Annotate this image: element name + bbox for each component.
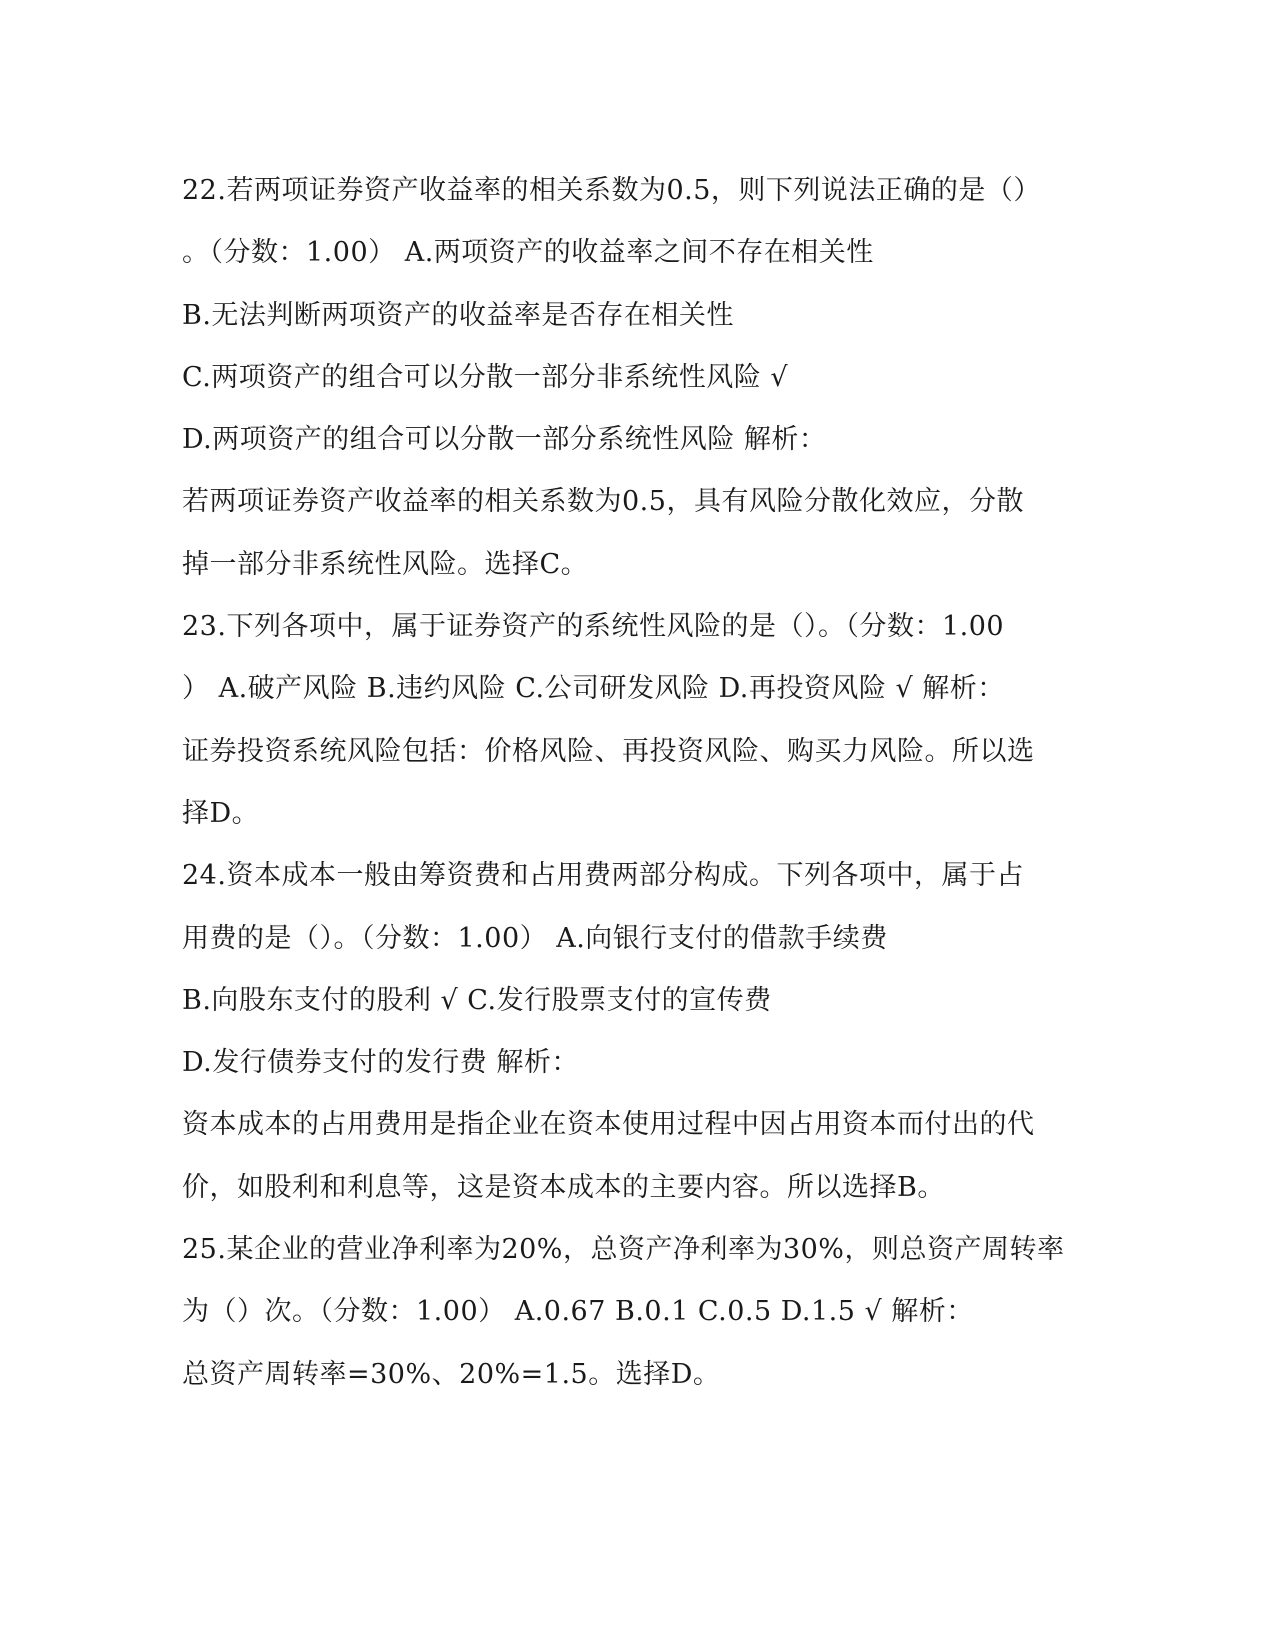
question-text-block (182, 160, 1082, 1406)
text-line: 总资产周转率=30%、20%=1.5。选择D。 (182, 1358, 721, 1390)
text-line: 择D。 (182, 797, 260, 829)
text-line: 25.某企业的营业净利率为20%，总资产净利率为30%，则总资产周转率 (182, 1234, 1065, 1266)
text-line: 22.若两项证券资产收益率的相关系数为0.5，则下列说法正确的是（） (182, 175, 1041, 206)
text-line: 价，如股利和利息等，这是资本成本的主要内容。所以选择B。 (182, 1171, 945, 1203)
text-line: 用费的是（）。（分数：1.00） A.向银行支付的借款手续费 (182, 922, 888, 954)
text-line: D.两项资产的组合可以分散一部分系统性风险 解析： (182, 424, 827, 456)
text-line: 23.下列各项中，属于证券资产的系统性风险的是（）。（分数：1.00 (182, 611, 1005, 643)
text-line: C.两项资产的组合可以分散一部分非系统性风险 √ (182, 361, 789, 393)
text-line: B.无法判断两项资产的收益率是否存在相关性 (182, 299, 734, 331)
text-line: 。（分数：1.00） A.两项资产的收益率之间不存在相关性 (182, 237, 874, 269)
text-line: B.向股东支付的股利 √ C.发行股票支付的宣传费 (182, 984, 772, 1016)
text-line: 为（）次。（分数：1.00） A.0.67 B.0.1 C.0.5 D.1.5 √ 解析： (182, 1296, 974, 1328)
text-line: 资本成本的占用费用是指企业在资本使用过程中因占用资本而付出的代 (182, 1109, 1035, 1141)
text-line: 证券投资系统风险包括：价格风险、再投资风险、购买力风险。所以选 (182, 735, 1035, 767)
text-line: D.发行债券支付的发行费 解析： (182, 1047, 579, 1079)
text-line: 若两项证券资产收益率的相关系数为0.5，具有风险分散化效应，分散 (182, 486, 1024, 518)
text-line: ） A.破产风险 B.违约风险 C.公司研发风险 D.再投资风险 √ 解析： (182, 673, 1005, 705)
text-line: 24.资本成本一般由筹资费和占用费两部分构成。下列各项中，属于占 (182, 860, 1024, 892)
text-line: 掉一部分非系统性风险。选择C。 (182, 548, 589, 580)
